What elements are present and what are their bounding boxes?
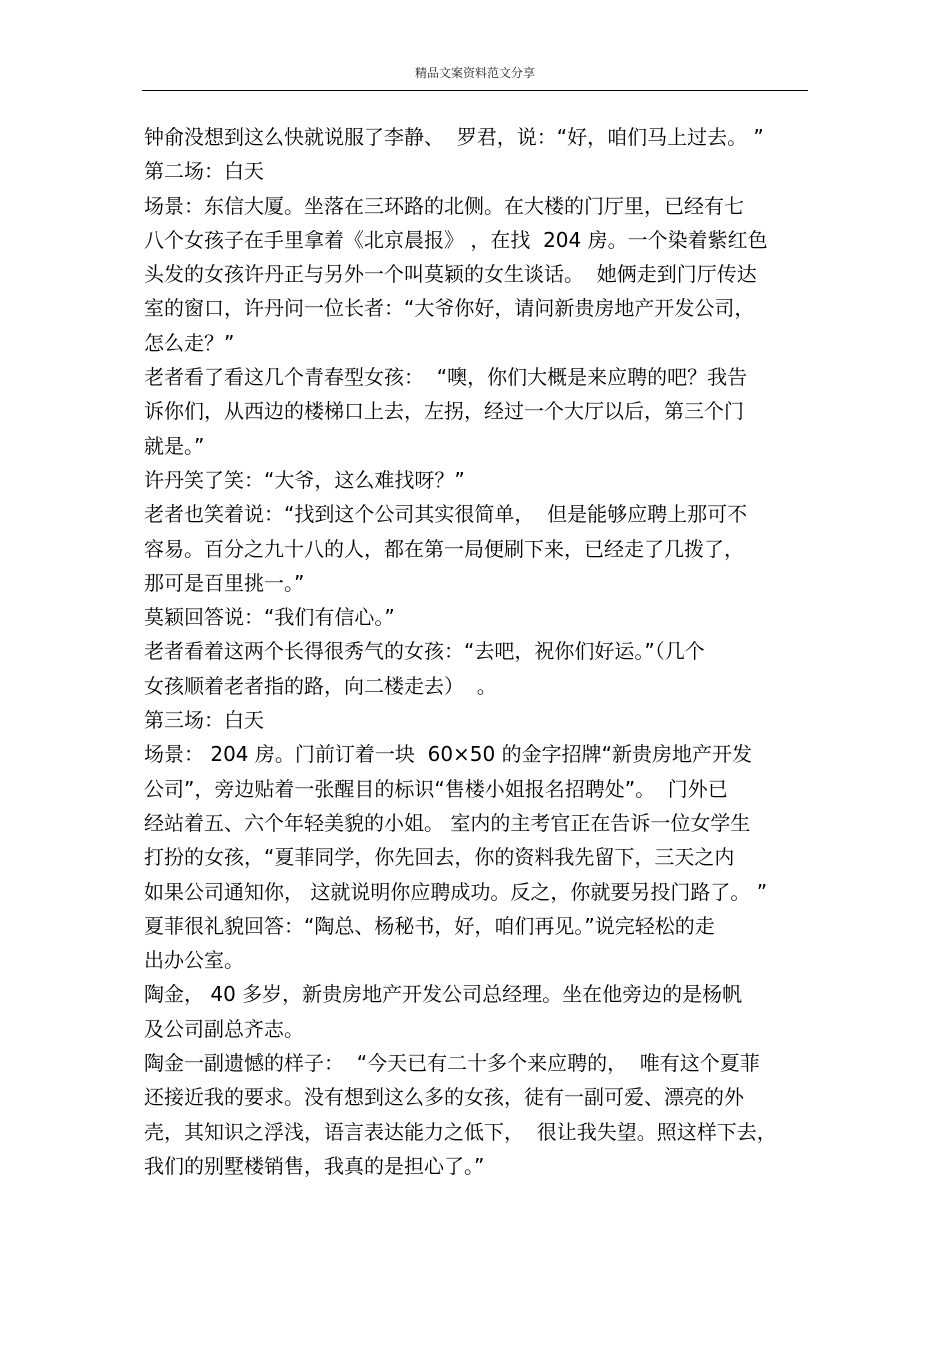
document-body [144, 120, 814, 1183]
text-line: 就是。” [144, 433, 205, 458]
text-line: 场景： 204 房。门前订着一块 60×50 的金字招牌“新贵房地产开发 [144, 742, 752, 767]
text-line: 老者看了看这几个青春型女孩： “噢，你们大概是来应聘的吧？我告 [144, 365, 748, 390]
text-line: 陶金一副遗憾的样子： “今天已有二十多个来应聘的， 唯有这个夏菲 [144, 1051, 760, 1076]
page-header-title: 精品文案资料范文分享 [414, 66, 535, 80]
text-line: 许丹笑了笑：“大爷，这么难找呀？” [144, 467, 465, 492]
text-line: 女孩顺着老者指的路，向二楼走去） 。 [144, 673, 497, 698]
text-line: 经站着五、六个年轻美貌的小姐。 室内的主考官正在告诉一位女学生 [144, 810, 751, 835]
text-line: 八个女孩子在手里拿着《北京晨报》 ，在找 204 房。一个染着紫红色 [144, 227, 768, 252]
text-line: 诉你们，从西边的楼梯口上去，左拐，经过一个大厅以后，第三个门 [144, 399, 744, 424]
text-line: 打扮的女孩，“夏菲同学，你先回去，你的资料我先留下，三天之内 [144, 845, 735, 870]
text-line: 那可是百里挑一。” [144, 570, 305, 595]
text-line: 还接近我的要求。没有想到这么多的女孩，徒有一副可爱、漂亮的外 [144, 1085, 744, 1110]
text-line: 及公司副总齐志。 [144, 1016, 304, 1041]
text-line: 如果公司通知你， 这就说明你应聘成功。反之，你就要另投门路了。 ” [144, 879, 768, 904]
text-line: 钟俞没想到这么快就说服了李静、 罗君，说：“好，咱们马上过去。 ” [144, 125, 764, 149]
text-line: 莫颖回答说：“我们有信心。” [144, 605, 395, 630]
text-line: 公司”，旁边贴着一张醒目的标识“售楼小姐报名招聘处”。 门外已 [144, 776, 728, 801]
text-line: 夏菲很礼貌回答：“陶总、杨秘书，好，咱们再见。”说完轻松的走 [144, 913, 715, 938]
text-line: 老者看着这两个长得很秀气的女孩：“去吧，祝你们好运。”（几个 [144, 639, 705, 664]
header-divider [142, 90, 808, 91]
text-line: 陶金， 40 多岁，新贵房地产开发公司总经理。坐在他旁边的是杨帆 [144, 982, 743, 1007]
text-line: 容易。百分之九十八的人，都在第一局便刷下来，已经走了几拨了， [144, 536, 744, 561]
text-line: 怎么走？” [144, 330, 235, 355]
text-line: 我们的别墅楼销售，我真的是担心了。” [144, 1153, 485, 1178]
text-line: 第三场：白天 [144, 708, 264, 733]
text-line: 室的窗口，许丹问一位长者：“大爷你好，请问新贵房地产开发公司， [144, 296, 755, 321]
text-line: 头发的女孩许丹正与另外一个叫莫颖的女生谈话。 她俩走到门厅传达 [144, 262, 757, 287]
text-line: 第二场：白天 [144, 159, 264, 184]
text-line: 壳，其知识之浮浅，语言表达能力之低下， 很让我失望。照这样下去， [144, 1119, 777, 1144]
text-line: 出办公室。 [144, 948, 244, 973]
text-line: 老者也笑着说：“找到这个公司其实很简单， 但是能够应聘上那可不 [144, 502, 748, 527]
text-line: 场景：东信大厦。坐落在三环路的北侧。在大楼的门厅里，已经有七 [144, 193, 744, 218]
